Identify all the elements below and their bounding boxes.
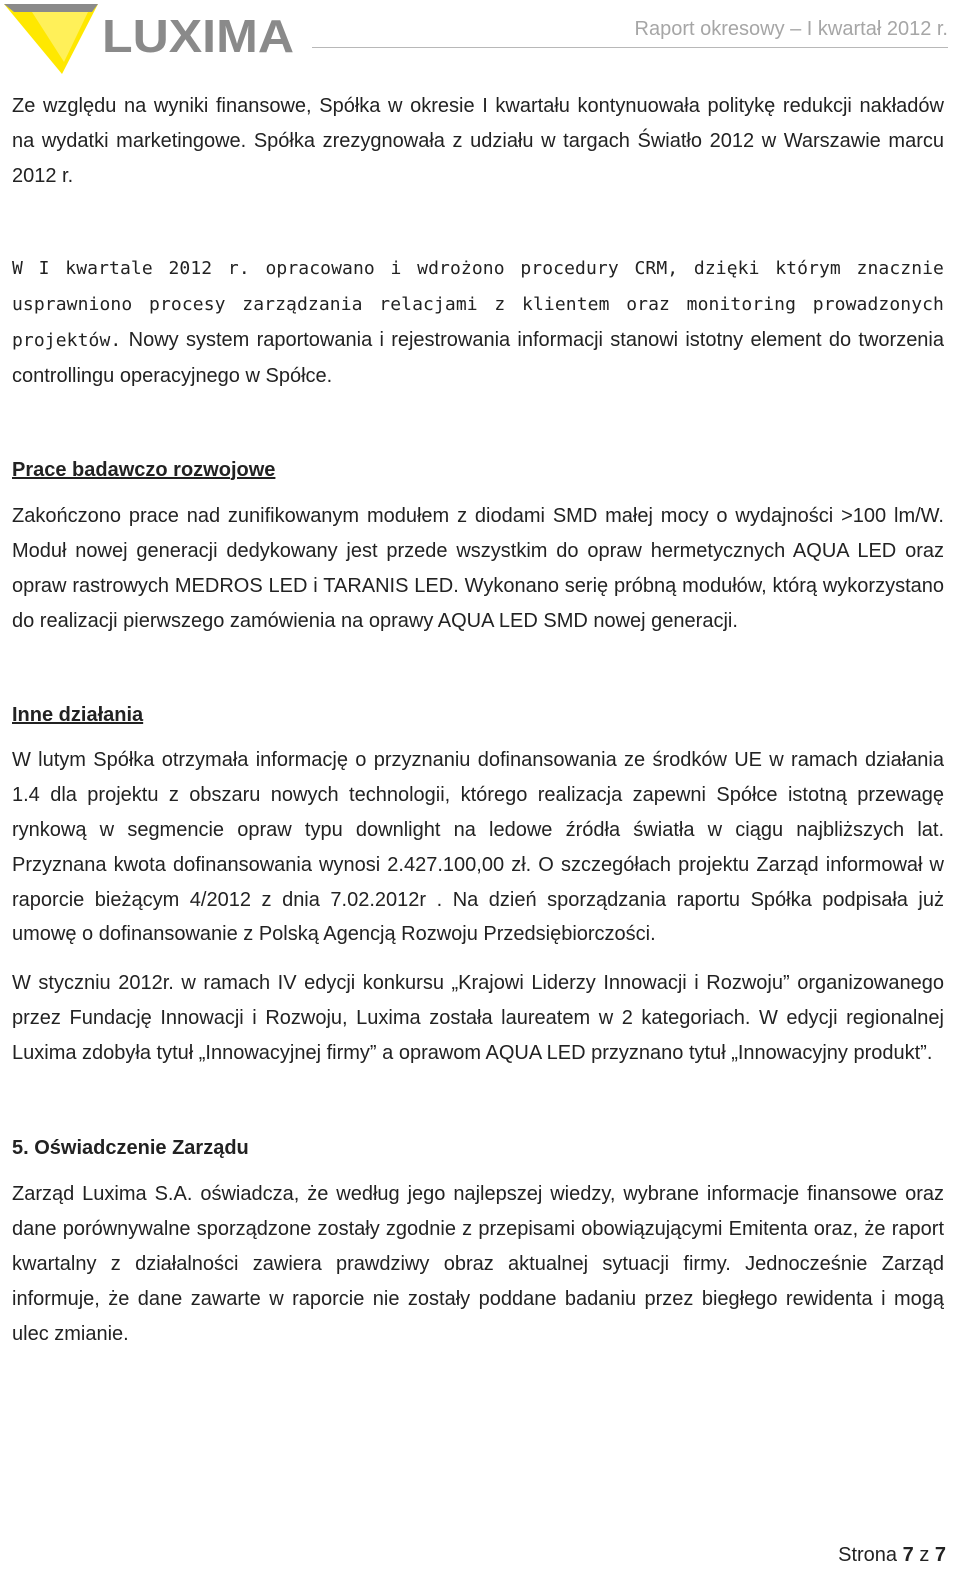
section-heading-other: Inne działania (12, 703, 144, 726)
total-pages: 7 (934, 1544, 946, 1566)
page-label: Strona (838, 1544, 898, 1566)
document-body (12, 89, 944, 1351)
luxima-logo (2, 2, 302, 76)
of-label: z (919, 1544, 930, 1566)
current-page: 7 (902, 1544, 914, 1566)
paragraph-funding: W lutym Spółka otrzymała informację o przyznaniu dofinansowania ze środków UE w ramach działania 1.4 dla projektu z obszaru nowych technologii, którego realizacja zapewni Spółce istotną przewagę rynkową w segmencie opraw typu downlight na ledowe źródła światła w ciągu najbliższych lat. Przyznana kwota dofinansowania wynosi 2.427.100,00 zł. O szczegółach projektu Zarząd informował w raporcie bieżącym 4/2012 z dnia 7.02.2012r . Na dzień sporządzania raportu Spółka podpisała już umowę o dofinansowanie z Polską Agencją Rozwoju Przedsiębiorczości. (12, 749, 944, 946)
paragraph-statement: Zarząd Luxima S.A. oświadcza, że według jego najlepszej wiedzy, wybrane informacje finansowe oraz dane porównywalne sporządzone zostały zgodnie z przepisami obowiązującymi Emitenta oraz, że raport kwartalny z działalności zawiera prawdziwy obraz aktualnej sytuacji firmy. Jednocześnie Zarząd informuje, że dane zawarte w raporcie nie zostały poddane badaniu przez biegłego rewidenta i mogą ulec zmianie. (12, 1183, 944, 1345)
paragraph-rnd: Zakończono prace nad zunifikowanym modułem z diodami SMD małej mocy o wydajności >100 lm/W. Moduł nowej generacji dedykowany jest przede wszystkim do opraw hermetycznych AQUA LED oraz opraw rastrowych MEDROS LED i TARANIS LED. Wykonano serię próbną modułów, którą wykorzystano do realizacji pierwszego zamówienia na oprawy AQUA LED SMD nowej generacji. (12, 505, 944, 632)
logo-text: LUXIMA (102, 10, 294, 62)
header-divider (312, 47, 948, 48)
paragraph-marketing: Ze względu na wyniki finansowe, Spółka w okresie I kwartału kontynuowała politykę redukcji nakładów na wydatki marketingowe. Spółka zrezygnowała z udziału w targach Światło 2012 w Warszawie marcu 2012 r. (12, 95, 944, 187)
paragraph-crm-part2: Nowy system raportowania i rejestrowania informacji stanowi istotny element do tworzenia controllingu operacyjnego w Spółce. (12, 328, 944, 387)
paragraph-crm-part1: W I kwartale 2012 r. opracowano i wdrożono procedury CRM, dzięki którym znacznie usprawniono procesy zarządzania relacjami z klientem oraz monitoring prowadzonych projektów. (12, 258, 944, 351)
page-header (0, 0, 960, 80)
paragraph-crm (12, 251, 944, 393)
paragraph-award: W styczniu 2012r. w ramach IV edycji konkursu „Krajowi Liderzy Innowacji i Rozwoju” organizowanego przez Fundację Innowacji i Rozwoju, Luxima została laureatem w 2 kategoriach. W edycji regionalnej Luxima zdobyła tytuł „Innowacyjnej firmy” a oprawom AQUA LED przyznano tytuł „Innowacyjny produkt”. (12, 972, 944, 1064)
section-heading-rnd: Prace badawczo rozwojowe (12, 458, 276, 481)
section-heading-statement: 5. Oświadczenie Zarządu (12, 1136, 249, 1159)
page-footer (838, 1544, 946, 1567)
report-title: Raport okresowy – I kwartał 2012 r. (634, 18, 948, 40)
